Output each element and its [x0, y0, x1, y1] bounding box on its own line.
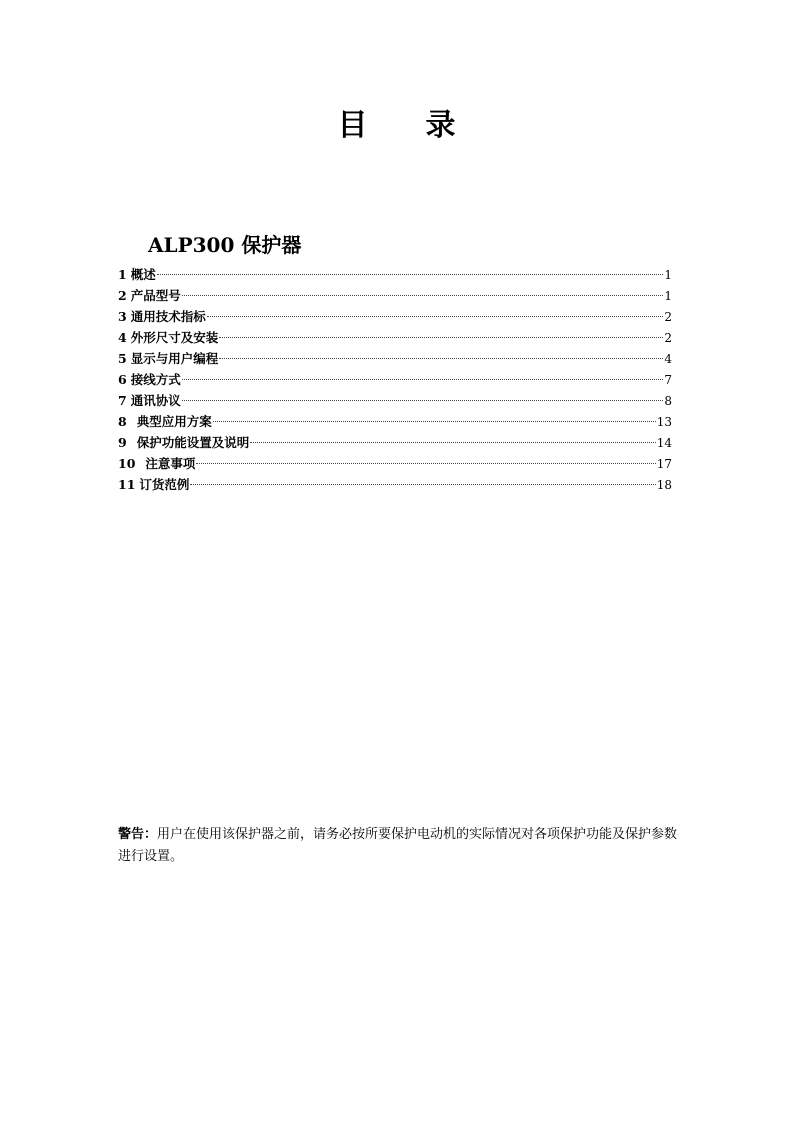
page-title-char-2: 录 [425, 108, 456, 143]
toc-entry-title: 保护功能设置及说明 [136, 435, 250, 450]
toc-entry-number: 4 [118, 330, 127, 345]
toc-dot-leader [213, 421, 656, 422]
toc-entry-label [118, 369, 181, 390]
toc-entry-page: 17 [656, 457, 672, 471]
toc-entry-label [118, 264, 156, 285]
toc-entry-page: 4 [664, 352, 672, 366]
toc-entry-page: 1 [664, 289, 672, 303]
toc-entry[interactable] [118, 348, 672, 369]
toc-entry-title: 典型应用方案 [136, 414, 212, 429]
warning-text: 用户在使用该保护器之前，请务必按所要保护电动机的实际情况对各项保护功能及保护参数进行设置。 [118, 827, 678, 864]
toc-entry-number: 11 [118, 477, 136, 492]
page-title [0, 100, 793, 144]
toc-dot-leader [190, 484, 655, 485]
toc-dot-leader [219, 358, 663, 359]
toc-entry-label [118, 306, 206, 327]
toc-entry[interactable] [118, 390, 672, 411]
warning-label: 警告： [118, 827, 158, 842]
toc-entry-number: 10 [118, 456, 136, 471]
toc-dot-leader [219, 337, 663, 338]
toc-entry-page: 8 [664, 394, 672, 408]
toc-entry-label [118, 390, 181, 411]
toc-entry-label [118, 348, 218, 369]
toc-dot-leader [157, 274, 664, 275]
toc-entry[interactable] [118, 285, 672, 306]
toc-entry-page: 2 [664, 331, 672, 345]
toc-entry[interactable] [118, 474, 672, 495]
toc-dot-leader [182, 379, 664, 380]
toc-entry-number: 5 [118, 351, 127, 366]
toc-entry-page: 13 [656, 415, 672, 429]
toc-entry-label [118, 453, 195, 474]
toc-entry-page: 7 [664, 373, 672, 387]
toc-entry-number: 8 [118, 414, 127, 429]
toc-dot-leader [182, 400, 664, 401]
table-of-contents [118, 264, 672, 495]
toc-entry-label [118, 432, 249, 453]
toc-entry-number: 3 [118, 309, 127, 324]
toc-entry[interactable] [118, 264, 672, 285]
toc-entry-title: 注意事项 [145, 456, 196, 471]
toc-entry[interactable] [118, 411, 672, 432]
toc-entry-page: 2 [664, 310, 672, 324]
toc-entry-title: 通讯协议 [130, 393, 181, 408]
page-title-char-1: 目 [337, 108, 368, 143]
toc-entry-title: 产品型号 [130, 288, 181, 303]
toc-entry[interactable] [118, 369, 672, 390]
toc-entry-title: 概述 [130, 267, 156, 282]
toc-entry[interactable] [118, 306, 672, 327]
toc-entry-page: 1 [664, 268, 672, 282]
toc-entry-page: 14 [656, 436, 672, 450]
toc-entry-number: 9 [118, 435, 127, 450]
warning-paragraph [118, 824, 678, 868]
toc-dot-leader [207, 316, 664, 317]
toc-entry[interactable] [118, 327, 672, 348]
toc-entry[interactable] [118, 432, 672, 453]
toc-entry-number: 1 [118, 267, 127, 282]
toc-entry-number: 7 [118, 393, 127, 408]
toc-dot-leader [250, 442, 656, 443]
toc-entry-title: 接线方式 [130, 372, 181, 387]
toc-entry-title: 订货范例 [139, 477, 190, 492]
toc-entry-label [118, 327, 218, 348]
toc-dot-leader [182, 295, 664, 296]
toc-entry-title: 通用技术指标 [130, 309, 206, 324]
toc-entry-number: 2 [118, 288, 127, 303]
toc-entry-page: 18 [656, 478, 672, 492]
toc-entry-label [118, 411, 212, 432]
product-heading: ALP300 保护器 [148, 233, 302, 257]
toc-entry-title: 外形尺寸及安装 [130, 330, 219, 345]
toc-entry[interactable] [118, 453, 672, 474]
toc-dot-leader [196, 463, 655, 464]
toc-entry-label [118, 474, 189, 495]
toc-entry-number: 6 [118, 372, 127, 387]
toc-entry-label [118, 285, 181, 306]
toc-entry-title: 显示与用户编程 [130, 351, 219, 366]
